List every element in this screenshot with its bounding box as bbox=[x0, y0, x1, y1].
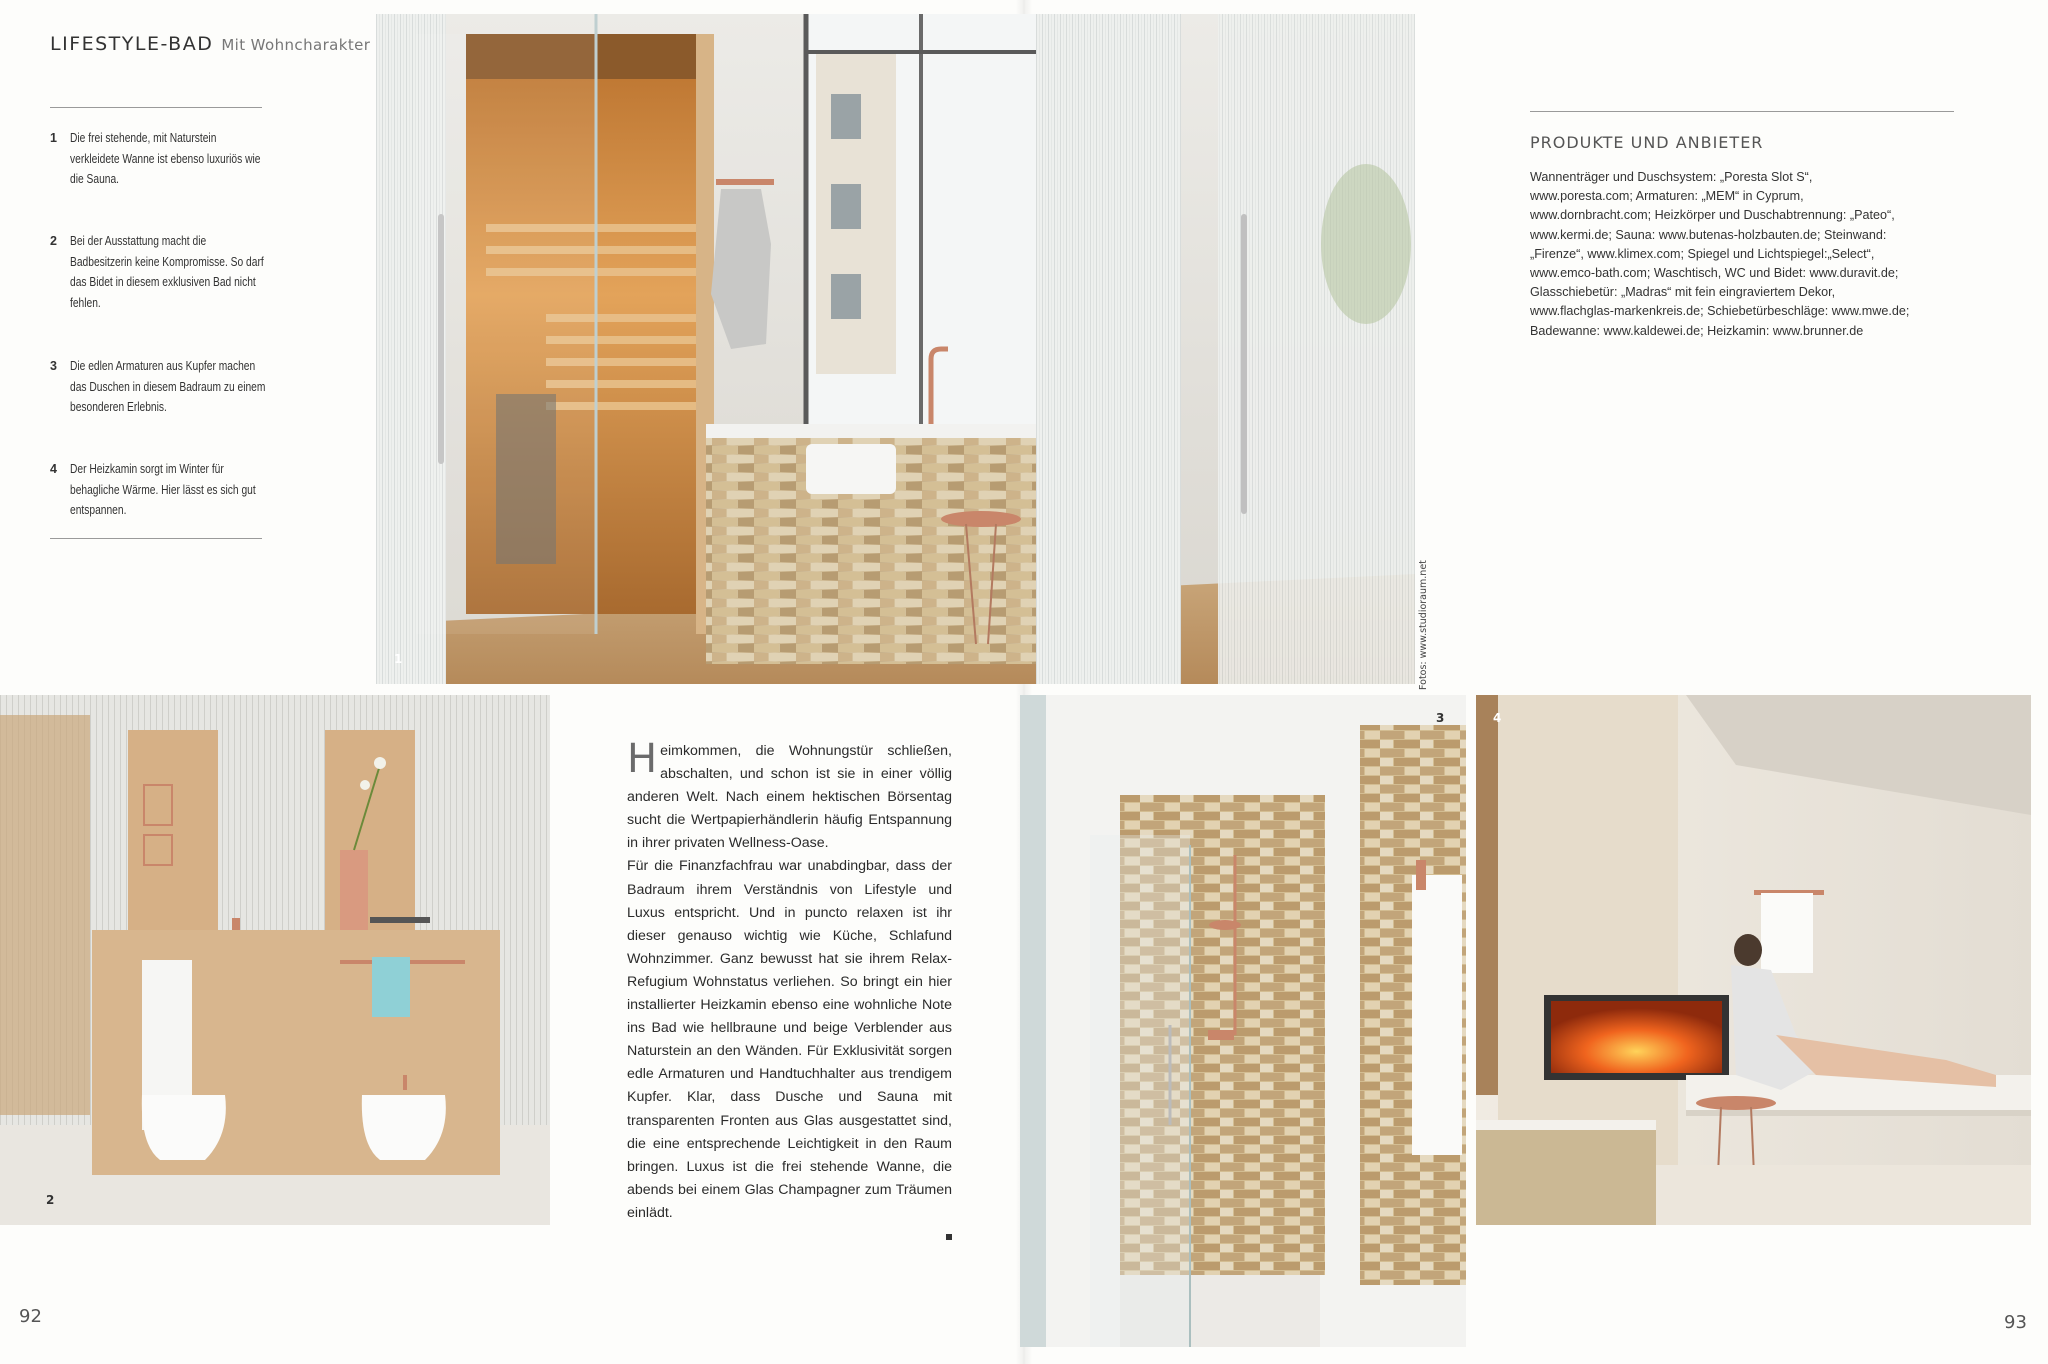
section-title: LIFESTYLE-BAD bbox=[50, 33, 214, 55]
photo-credit: Fotos: www.studioraum.net bbox=[1418, 560, 1429, 690]
photo-number-2: 2 bbox=[46, 1193, 55, 1207]
products-line: www.dornbracht.com; Heizkörper und Duschabtrennung: „Pateo“, bbox=[1530, 208, 1895, 223]
products-line: Badewanne: www.kaldewei.de; Heizkamin: www.brunner.de bbox=[1530, 323, 1864, 338]
photo-fireplace bbox=[1476, 695, 2031, 1225]
article-paragraph: eimkommen, die Wohnungstür schließen, abschalten, und schon ist sie in einer völlig anderen Welt. Nach einem hektischen Börsentag sucht die Wertpapierhändlerin häufig Entspannung in ihrer privaten Wellness-Oase. bbox=[627, 743, 952, 852]
photo-shower bbox=[1020, 695, 1466, 1347]
products-line: „Firenze“, www.klimex.com; Spiegel und Lichtspiegel:„Select“, bbox=[1530, 246, 1875, 261]
caption-2 bbox=[50, 231, 265, 313]
products-line: www.poresta.com; Armaturen: „MEM“ in Cyprum, bbox=[1530, 189, 1804, 204]
caption-number: 3 bbox=[50, 359, 57, 373]
photo-wc-bidet bbox=[0, 695, 550, 1225]
caption-1 bbox=[50, 128, 265, 190]
caption-4 bbox=[50, 459, 265, 521]
caption-3 bbox=[50, 356, 265, 418]
article-body bbox=[627, 736, 952, 1240]
caption-number: 4 bbox=[50, 462, 57, 476]
caption-text: Die frei stehende, mit Naturstein verkleidete Wanne ist ebenso luxuriös wie die Sauna. bbox=[70, 131, 261, 186]
caption-text: Die edlen Armaturen aus Kupfer machen das Duschen in diesem Badraum zu einem besonderen Erlebnis. bbox=[70, 359, 266, 414]
caption-top-rule bbox=[50, 107, 262, 108]
article-end-mark bbox=[946, 1234, 952, 1240]
caption-number: 2 bbox=[50, 234, 57, 248]
products-line: www.emco-bath.com; Waschtisch, WC und Bidet: www.duravit.de; bbox=[1530, 266, 1899, 281]
products-line: www.flachglas-markenkreis.de; Schiebetürbeschläge: www.mwe.de; bbox=[1530, 304, 1910, 319]
products-list bbox=[1530, 168, 1960, 341]
caption-bottom-rule bbox=[50, 538, 262, 539]
photo-sauna-bathtub bbox=[376, 14, 1415, 684]
page-number-left: 92 bbox=[19, 1306, 42, 1327]
article-dropcap: H bbox=[627, 736, 658, 782]
caption-number: 1 bbox=[50, 131, 57, 145]
section-subtitle: Mit Wohncharakter bbox=[221, 36, 371, 54]
page-number-right: 93 bbox=[2004, 1312, 2027, 1333]
products-rule bbox=[1530, 111, 1954, 112]
products-line: Wannenträger und Duschsystem: „Poresta Slot S“, bbox=[1530, 170, 1813, 184]
caption-text: Der Heizkamin sorgt im Winter für behagliche Wärme. Hier lässt es sich gut entspannen. bbox=[70, 462, 256, 517]
caption-text: Bei der Ausstattung macht die Badbesitzerin keine Kompromisse. So darf das Bidet in diesem exklusiven Bad nicht fehlen. bbox=[70, 234, 264, 310]
photo-number-3: 3 bbox=[1436, 711, 1445, 725]
products-title: PRODUKTE UND ANBIETER bbox=[1530, 133, 1764, 152]
products-line: www.kermi.de; Sauna: www.butenas-holzbauten.de; Steinwand: bbox=[1530, 227, 1887, 242]
photo-number-1: 1 bbox=[394, 652, 403, 666]
section-header bbox=[50, 33, 370, 55]
photo-number-4: 4 bbox=[1493, 711, 1502, 725]
article-paragraph: Für die Finanzfachfrau war unabdingbar, dass der Badraum ihrem Verständnis von Lifestyle und Luxus entspricht. Und in puncto relaxen ist ihr dieser genauso wichtig wie Küche, Schlafund Wohnzimmer. Ganz bewusst hat sie ihrem Relax-Refugium Wohnstatus verliehen. So bringt ein hier installierter Heizkamin ebenso eine wohnliche Note ins Bad wie hellbraune und beige Verblender aus Naturstein an den Wänden. Für Exklusivität sorgen edle Armaturen und Handtuchhalter aus trendigem Kupfer. Klar, dass Dusche und Sauna mit transparenten Fronten aus Glas ausgestattet sind, die eine entsprechende Leichtigkeit in den Raum bringen. Luxus ist die frei stehende Wanne, die abends bei einem Glas Champagner zum Träumen einlädt. bbox=[627, 858, 952, 1221]
products-line: Glasschiebetür: „Madras“ mit fein eingraviertem Dekor, bbox=[1530, 285, 1836, 300]
